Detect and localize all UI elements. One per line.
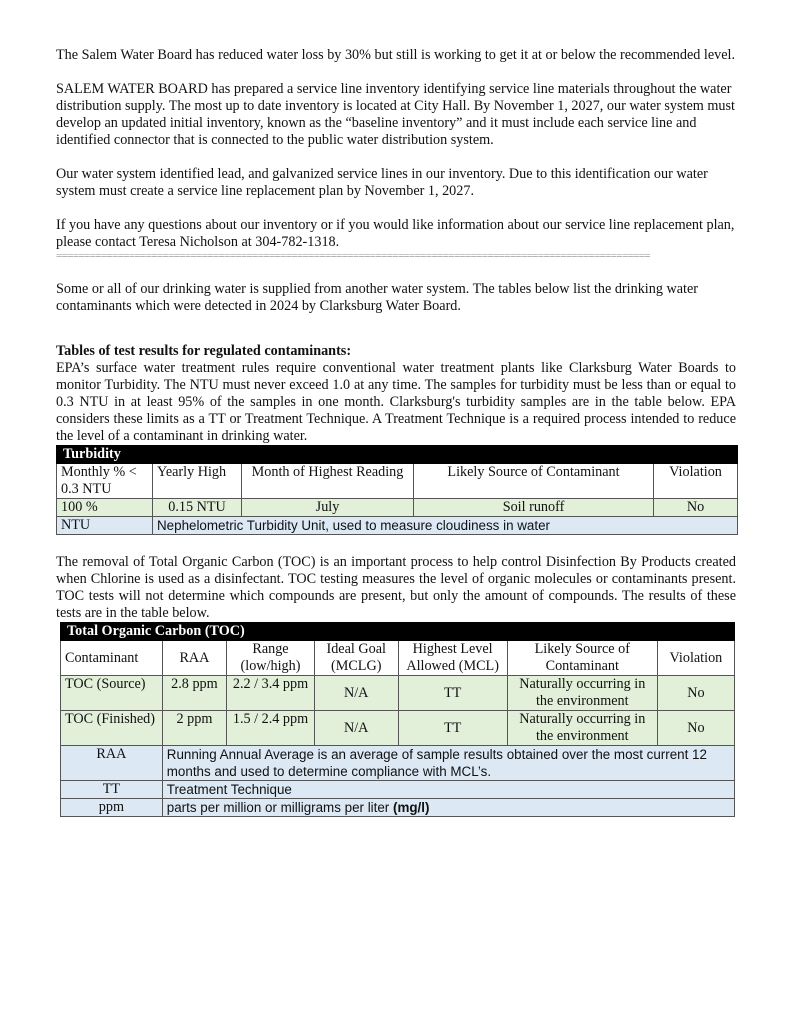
cell-yearly-high: 0.15 NTU (153, 499, 242, 517)
footnote-definition-unit: (mg/l) (393, 800, 430, 815)
cell-contaminant: TOC (Finished) (61, 711, 163, 746)
header-likely-source: Likely Source of Contaminant (507, 641, 657, 676)
header-mclg: Ideal Goal (MCLG) (314, 641, 398, 676)
table-row (61, 676, 735, 711)
cell-month-highest: July (242, 499, 414, 517)
cell-range: 1.5 / 2.4 ppm (227, 711, 315, 746)
cell-mcl: TT (398, 711, 507, 746)
supplier-paragraph: Some or all of our drinking water is supplied from another water system. The tables below list the drinking water contaminants which were detected in 2024 by Clarksburg Water Board. (56, 281, 698, 314)
footnote-row (61, 781, 735, 799)
footnote-term: RAA (61, 746, 163, 781)
separator-line: ========================================================================================================== (56, 251, 650, 261)
footnote-term: ppm (61, 799, 163, 817)
header-yearly-high: Yearly High (153, 464, 242, 499)
turbidity-table-title: Turbidity (57, 446, 738, 464)
cell-violation: No (657, 711, 734, 746)
water-loss-paragraph: The Salem Water Board has reduced water loss by 30% but still is working to get it at or below the recommended level. (56, 47, 736, 63)
header-range: Range (low/high) (227, 641, 315, 676)
cell-mclg: N/A (314, 711, 398, 746)
cell-raa: 2 ppm (162, 711, 226, 746)
header-violation: Violation (654, 464, 738, 499)
header-violation: Violation (657, 641, 734, 676)
cell-raa: 2.8 ppm (162, 676, 226, 711)
table-row (57, 499, 738, 517)
footnote-row (57, 517, 738, 535)
inventory-paragraph: SALEM WATER BOARD has prepared a service line inventory identifying service line materials throughout the water distribution supply. The most up to date inventory is located at City Hall. By November 1, 2027, our water system must develop an updated initial inventory, known as the “baseline inventory” and it must include each service line and identified connector that is connected to the public water distribution system. (56, 81, 735, 148)
cell-likely-source: Naturally occurring in the environment (507, 711, 657, 746)
cell-contaminant: TOC (Source) (61, 676, 163, 711)
turbidity-intro-paragraph: EPA’s surface water treatment rules require conventional water treatment plants like Clarksburg Water Boards to monitor Turbidity. The NTU must never exceed 1.0 at any time. The samples for turbidity must be less than or equal to 0.3 NTU in at least 95% of the samples in one month. Clarksburg's turbidity samples are in the table below. EPA considers these limits as a TT or Treatment Technique. A Treatment Technique is a required process intended to reduce the level of a contaminant in drinking water. (56, 360, 736, 444)
cell-mcl: TT (398, 676, 507, 711)
footnote-term: NTU (57, 517, 153, 535)
tables-heading: Tables of test results for regulated contaminants: (56, 343, 352, 359)
lead-paragraph: Our water system identified lead, and galvanized service lines in our inventory. Due to this identification our water system must create a service line replacement plan by November 1, 2027. (56, 166, 708, 199)
contact-paragraph: If you have any questions about our inventory or if you would like information about our service line replacement plan, please contact Teresa Nicholson at 304-782-1318. (56, 217, 735, 250)
cell-mclg: N/A (314, 676, 398, 711)
header-month-highest: Month of Highest Reading (242, 464, 414, 499)
header-raa: RAA (162, 641, 226, 676)
cell-violation: No (657, 676, 734, 711)
toc-table (60, 622, 735, 817)
footnote-row (61, 799, 735, 817)
footnote-definition: Treatment Technique (162, 781, 734, 799)
table-row (61, 711, 735, 746)
footnote-definition: Running Annual Average is an average of sample results obtained over the most current 12 months and used to determine compliance with MCL’s. (162, 746, 734, 781)
cell-violation: No (654, 499, 738, 517)
header-likely-source: Likely Source of Contaminant (414, 464, 654, 499)
document-page (56, 47, 736, 817)
header-contaminant: Contaminant (61, 641, 163, 676)
footnote-row (61, 746, 735, 781)
cell-likely-source: Soil runoff (414, 499, 654, 517)
toc-intro-paragraph: The removal of Total Organic Carbon (TOC) is an important process to help control Disinfection By Products created when Chlorine is used as a disinfectant. TOC testing measures the level of organic molecules or contaminants present. TOC tests will not determine which compounds are present, but only the amount of compounds. The results of these tests are in the table below. (56, 554, 736, 621)
footnote-definition (162, 799, 734, 817)
footnote-definition: Nephelometric Turbidity Unit, used to measure cloudiness in water (153, 517, 738, 535)
header-monthly-percent: Monthly % < 0.3 NTU (57, 464, 153, 499)
footnote-term: TT (61, 781, 163, 799)
footnote-definition-text: parts per million or milligrams per liter (166, 800, 390, 815)
cell-likely-source: Naturally occurring in the environment (507, 676, 657, 711)
cell-monthly-percent: 100 % (57, 499, 153, 517)
turbidity-table (56, 445, 738, 535)
cell-range: 2.2 / 3.4 ppm (227, 676, 315, 711)
toc-table-title: Total Organic Carbon (TOC) (61, 623, 735, 641)
header-mcl: Highest Level Allowed (MCL) (398, 641, 507, 676)
